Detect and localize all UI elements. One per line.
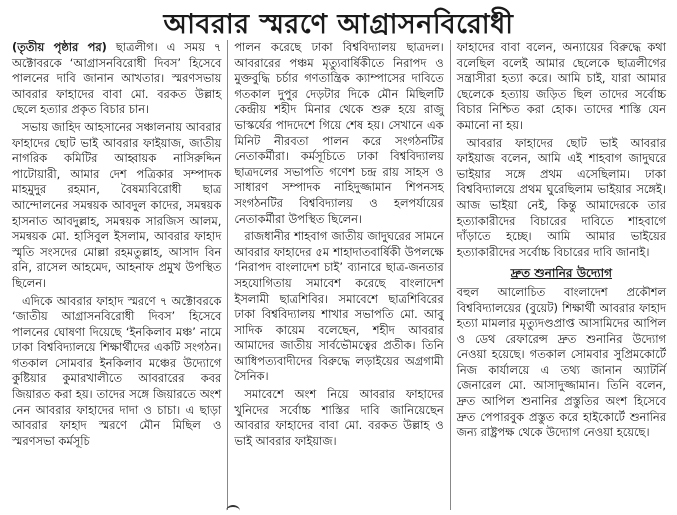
- paragraph: আবরার ফাহাদের ছোট ভাই আবরার ফাইয়াজ বলেন, আমি এই শাহবাগ জাদুঘরে ভাইয়ার সঙ্গে প্রথম এসেছিলাম। ঢাকা বিশ্ববিদ্যালয়ে প্রথম ঘুরেছিলাম ভাইয়ার সঙ্গেই। আজ ভাইয়া নেই, কিন্তু আমাদেরকে তার হত্যাকারীদের বিচারের দাবিতে শাহবাগে দাঁড়াতে হচ্ছে। আমি আমার ভাইয়ের হত্যাকারীদের সর্বোচ্চ বিচারের দাবি জানাই।: [456, 135, 666, 259]
- paragraph: এদিকে আবরার ফাহাদ স্মরণে ৭ অক্টোবরকে ‘জাতীয় আগ্রাসনবিরোধী দিবস’ হিসেবে পালনের ঘোষণা দিয়েছে ‘ইনকিলাব মঞ্চ’ নামে ঢাকা বিশ্ববিদ্যালয়ে শিক্ষার্থীদের একটি সংগঠন। গতকাল সোমবার ইনকিলাব মঞ্চের উদ্যোগে কুষ্টিয়ার কুমারখালীতে আবরারের কবর জিয়ারত করা হয়। তাদের সঙ্গে জিয়ারতে অংশ নেন আবরার ফাহাদের দাদা ও চাচা। এ ছাড়া আবরার ফাহাদ স্মরণে মৌন মিছিল ও স্মরণসভা কর্মসূচি: [12, 293, 222, 448]
- column-3: [450, 40, 672, 510]
- continued-from-label: (তৃতীয় পৃষ্ঠার পর): [12, 40, 107, 54]
- paragraph: সভায় জাহিদ আহসানের সঞ্চালনায় আবরার ফাহাদের ছোট ভাই আবরার ফাইয়াজ, জাতীয় নাগরিক কমিটির আহ্বায়ক নাসিরুদ্দিন পাটোয়ারী, আমার দেশ পত্রিকার সম্পাদক মাহমুদুর রহমান, বৈষম্যবিরোধী ছাত্র আন্দোলনের সমন্বয়ক আবদুল কাদের, সমন্বয়ক হাসনাত আবদুল্লাহ, সমন্বয়ক সারজিস আলম, সমন্বয়ক মো. হাসিবুল ইসলাম, আবরার ফাহাদ স্মৃতি সংসদের মোল্লা রহমতুল্লাহ, আসাদ বিন রনি, রাসেল আহমেদ, আহনাফ প্রমুখ উপস্থিত ছিলেন।: [12, 119, 222, 290]
- article-columns: [6, 40, 672, 510]
- paragraph: রাজধানীর শাহবাগ জাতীয় জাদুঘরের সামনে আবরার ফাহাদের ৫ম শাহাদাতবার্ষিকী উপলক্ষে ‘নিরাপদ বাংলাদেশ চাই’ ব্যানারে ছাত্র-জনতার সহযোগিতায় সমাবেশ করেছে বাংলাদেশ ইসলামী ছাত্রশিবির। সমাবেশে ছাত্রশিবিরের ঢাকা বিশ্ববিদ্যালয় শাখার সভাপতি মো. আবু সাদিক কায়েম বলেছেন, শহীদ আবরার আমাদের জাতীয় সার্বভৌমত্বের প্রতীক। তিনি আধিপত্যবাদীদের বিরুদ্ধে লড়াইয়ের অগ্রগামী সৈনিক।: [234, 229, 444, 384]
- subheading: দ্রুত শুনানির উদ্যোগ: [510, 266, 613, 281]
- paragraph: ফাহাদের বাবা বলেন, অন্যায়ের বিরুদ্ধে কথা বলেছিল বলেই আমার ছেলেকে ছাত্রলীগের সন্ত্রাসীরা হত্যা করে। আমি চাই, যারা আমার ছেলেকে হত্যায় জড়িত ছিল তাদের সর্বোচ্চ বিচার নিশ্চিত করা হোক। তাদের শাস্তি যেন কমানো না হয়।: [456, 40, 666, 132]
- page-edge-mark: [226, 505, 240, 515]
- paragraph: [12, 40, 221, 118]
- paragraph: বহুল আলোচিত বাংলাদেশ প্রকৌশল বিশ্ববিদ্যালয়ের (বুয়েট) শিক্ষার্থী আবরার ফাহাদ হত্যা মামলার মৃত্যুদণ্ডপ্রাপ্ত আসামিদের আপিল ও ডেথ রেফারেন্স দ্রুত শুনানির উদ্যোগ নেওয়া হয়েছে। গতকাল সোমবার সুপ্রিমকোর্টে নিজ কার্যালয়ে এ তথ্য জানান অ্যাটর্নি জেনারেল মো. আসাদুজ্জামান। তিনি বলেন, দ্রুত আপিল শুনানির প্রস্তুতির অংশ হিসেবে দ্রুত পেপারবুক প্রস্তুত করে হাইকোর্টে শুনানির জন্য রাষ্ট্রপক্ষ থেকে উদ্যোগ নেওয়া হয়েছে।: [456, 284, 666, 440]
- paragraph-text: ছাত্রলীগ। এ সময় ৭ অক্টোবরকে ‘আগ্রাসনবিরোধী দিবস’ হিসেবে পালনের দাবি জানান আখতার। স্মরণসভায় আবরার ফাহাদের বাবা মো. বরকত উল্লাহ ছেলে হত্যার প্রকৃত বিচার চান।: [12, 40, 222, 117]
- headline: আবরার স্মরণে আগ্রাসনবিরোধী: [163, 9, 514, 40]
- paragraph: পালন করেছে ঢাকা বিশ্ববিদ্যালয় ছাত্রদল। আবরারের পঞ্চম মৃত্যুবার্ষিকীতে নিরাপদ ও মুক্তবুদ্ধি চর্চার গণতান্ত্রিক ক্যাম্পাসের দাবিতে গতকাল দুপুর দেড়টার দিকে মৌন মিছিলটি কেন্দ্রীয় শহীদ মিনার থেকে শুরু হয়ে রাজু ভাস্কর্যের পাদদেশে গিয়ে শেষ হয়। সেখানে এক মিনিট নীরবতা পালন করে সংগঠনটির নেতাকর্মীরা। কর্মসূচিতে ঢাকা বিশ্ববিদ্যালয় ছাত্রদলের সভাপতি গণেশ চন্দ্র রায় সাহস ও সাধারণ সম্পাদক নাহিদুজ্জামান শিপনসহ সংগঠনটির বিশ্ববিদ্যালয় ও হলপর্যায়ের নেতাকর্মীরা উপস্থিত ছিলেন।: [234, 40, 444, 226]
- column-2: [227, 40, 449, 510]
- column-1: [6, 40, 227, 510]
- paragraph: সমাবেশে অংশ নিয়ে আবরার ফাহাদের খুনিদের সর্বোচ্চ শাস্তির দাবি জানিয়েছেন আবরার ফাহাদের বাবা মো. বরকত উল্লাহ ও ভাই আবরার ফাইয়াজ।: [234, 387, 444, 448]
